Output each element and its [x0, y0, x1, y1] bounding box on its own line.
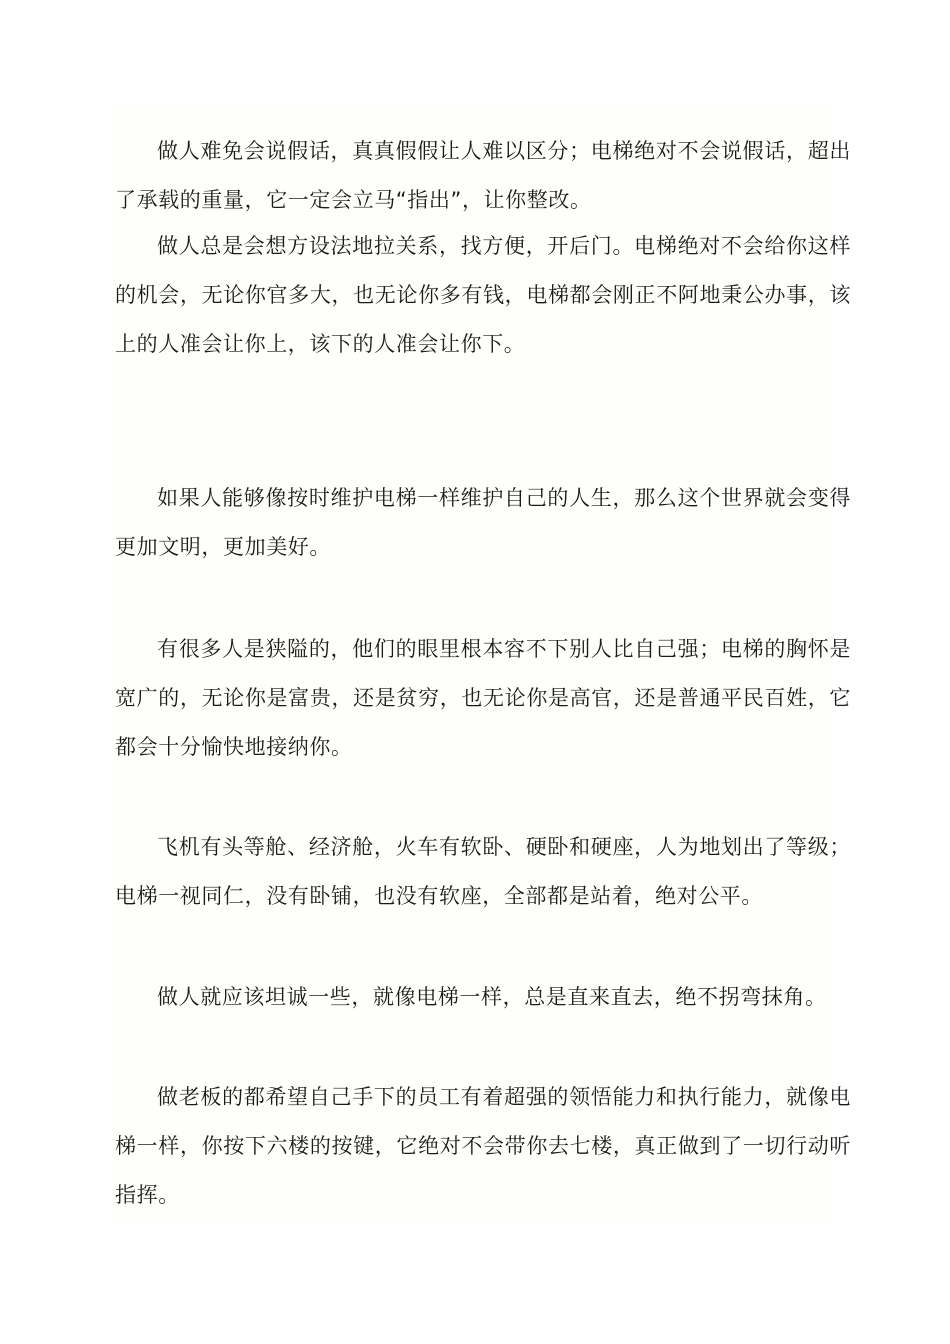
paragraph-6: 做人就应该坦诚一些，就像电梯一样，总是直来直去，绝不拐弯抹角。 [157, 985, 827, 1009]
paragraph-7: 做老板的都希望自己手下的员工有着超强的领悟能力和执行能力，就像电梯一样，你按下六楼的按键，它绝对不会带你去七楼，真正做到了一切行动听指挥。 [115, 1085, 851, 1207]
paragraph-3: 如果人能够像按时维护电梯一样维护自己的人生，那么这个世界就会变得更加文明，更加美好。 [115, 486, 851, 559]
paragraph-2: 做人总是会想方设法地拉关系，找方便，开后门。电梯绝对不会给你这样的机会，无论你官多大，也无论你多有钱，电梯都会刚正不阿地秉公办事，该上的人准会让你上，该下的人准会让你下。 [115, 234, 851, 356]
paragraph-1: 做人难免会说假话，真真假假让人难以区分；电梯绝对不会说假话，超出了承载的重量，它一定会立马“指出”，让你整改。 [115, 139, 851, 212]
paragraph-4: 有很多人是狭隘的，他们的眼里根本容不下别人比自己强；电梯的胸怀是宽广的，无论你是富贵，还是贫穷，也无论你是高官，还是普通平民百姓，它都会十分愉快地接纳你。 [115, 637, 851, 759]
paragraph-5: 飞机有头等舱、经济舱，火车有软卧、硬卧和硬座，人为地划出了等级；电梯一视同仁，没有卧铺，也没有软座，全部都是站着，绝对公平。 [115, 835, 851, 908]
